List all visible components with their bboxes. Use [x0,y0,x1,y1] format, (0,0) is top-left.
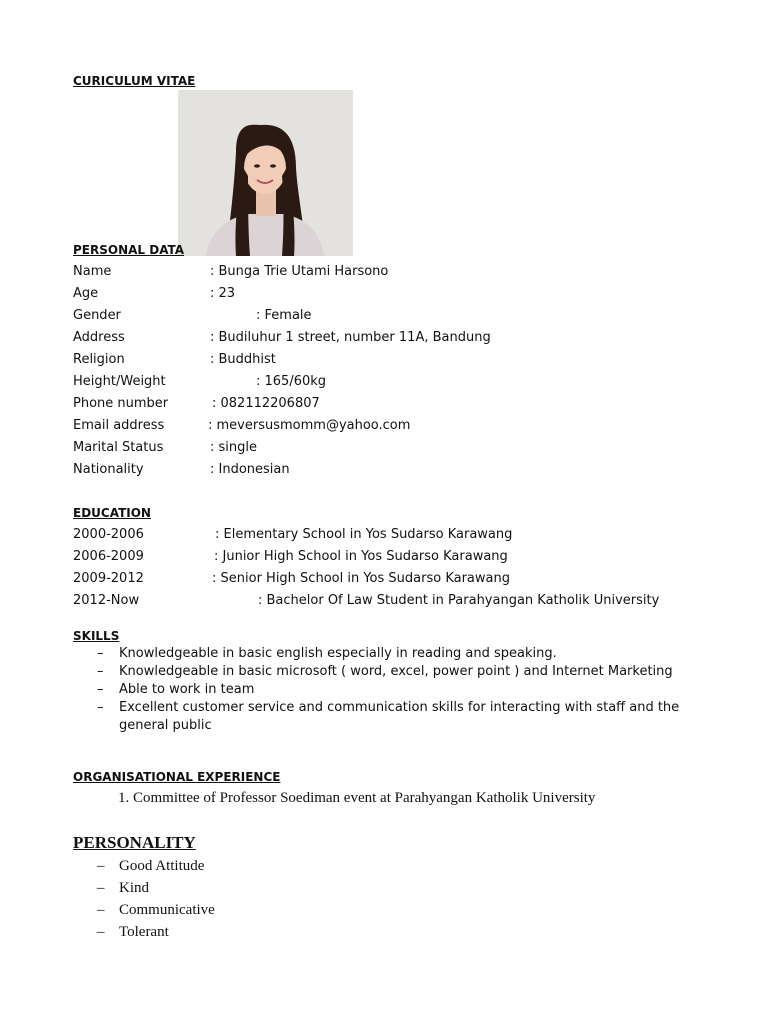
education-heading: EDUCATION [73,506,151,520]
profile-photo [178,90,353,256]
dash-bullet: – [97,664,104,679]
dash-bullet: – [97,858,105,874]
education-years: 2006-2009 [73,549,144,564]
list-item [73,899,215,921]
list-item [73,921,215,943]
list-item-continuation [73,717,679,735]
list-item [73,699,679,717]
personal-value: : Indonesian [210,462,290,477]
education-years: 2012-Now [73,593,140,608]
dash-bullet: – [97,880,105,896]
personal-value: : 082112206807 [212,396,320,411]
education-value: : Junior High School in Yos Sudarso Karawang [214,549,508,564]
personal-label: Email address [73,418,165,433]
dash-bullet: – [97,682,104,697]
personal-value: : single [210,440,257,455]
personal-label: Age [73,286,99,301]
personal-value: : Female [256,308,312,323]
education-value: : Bachelor Of Law Student in Parahyangan Katholik University [258,593,660,608]
dash-bullet: – [97,700,104,715]
list-item [73,645,679,663]
dash-bullet: – [97,902,105,918]
list-item [73,663,679,681]
education-years: 2000-2006 [73,527,144,542]
personal-value: : meversusmomm@yahoo.com [208,418,411,433]
skills-list [73,645,679,735]
list-item [73,681,679,699]
education-value: : Elementary School in Yos Sudarso Karawang [215,527,513,542]
dash-bullet: – [97,924,105,940]
personal-label: Phone number [73,396,169,411]
personal-label: Height/Weight [73,374,166,389]
skill-text: Knowledgeable in basic microsoft ( word, excel, power point ) and Internet Marketing [119,664,673,679]
personality-list [73,855,215,943]
personality-text: Kind [119,880,149,896]
personality-heading: PERSONALITY [73,833,196,852]
skill-text: Knowledgeable in basic english especially in reading and speaking. [119,646,557,661]
education-value: : Senior High School in Yos Sudarso Karawang [212,571,510,586]
skill-text: Able to work in team [119,682,255,697]
personal-data-heading: PERSONAL DATA [73,243,185,257]
organisational-item: 1. Committee of Professor Soediman event at Parahyangan Katholik University [118,790,596,806]
education-years: 2009-2012 [73,571,144,586]
personal-value: : 165/60kg [256,374,327,389]
personal-label: Marital Status [73,440,164,455]
list-item [73,877,215,899]
dash-bullet: – [97,646,104,661]
organisational-heading: ORGANISATIONAL EXPERIENCE [73,770,281,784]
personal-label: Gender [73,308,121,323]
list-item [73,855,215,877]
personality-text: Tolerant [119,924,169,940]
personal-label: Name [73,264,112,279]
personal-value: : Bunga Trie Utami Harsono [210,264,389,279]
personal-value: : 23 [210,286,236,301]
personal-label: Nationality [73,462,144,477]
cv-title: CURICULUM VITAE [73,74,196,88]
personal-value: : Buddhist [210,352,276,367]
personal-label: Address [73,330,125,345]
skills-heading: SKILLS [73,629,120,643]
skill-text: general public [119,718,212,733]
skill-text: Excellent customer service and communication skills for interacting with staff and the [119,700,680,715]
personal-value: : Budiluhur 1 street, number 11A, Bandung [210,330,491,345]
personality-text: Good Attitude [119,858,205,874]
personal-label: Religion [73,352,125,367]
personality-text: Communicative [119,902,215,918]
